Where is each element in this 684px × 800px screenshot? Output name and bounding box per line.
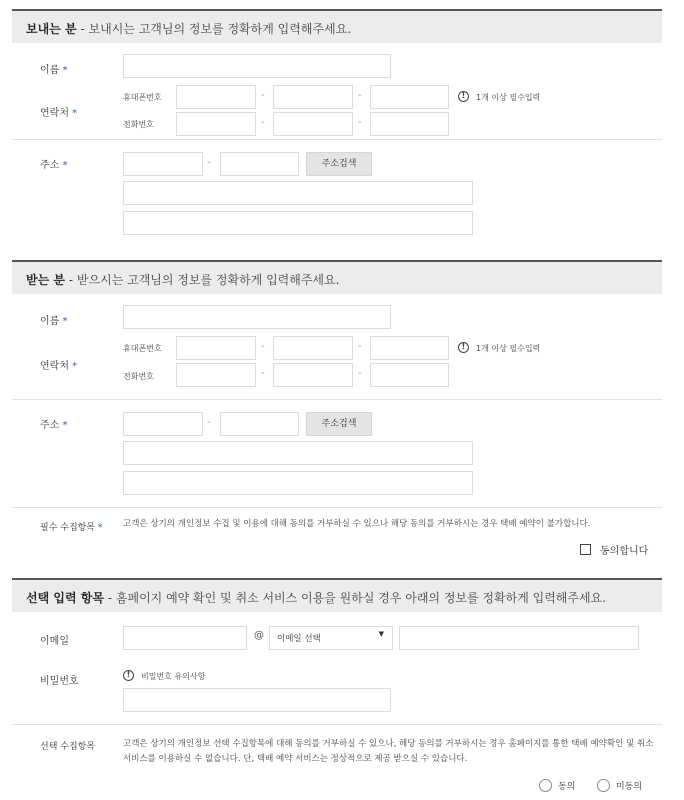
password-label: 비밀번호 [40,676,79,687]
receiver-mobile-input-2[interactable] [273,336,353,360]
sender-description: - 보내시는 고객님의 정보를 정확하게 입력해주세요. [76,22,352,36]
sender-title: 보내는 분 [26,22,77,36]
receiver-name-input[interactable] [123,305,391,329]
disagree-radio-label: 미동의 [616,782,643,792]
required-consent-checkbox[interactable] [580,544,591,555]
sender-address-input-1[interactable] [123,181,473,205]
warning-icon: ! [123,670,134,681]
receiver-address-input-1[interactable] [123,441,473,465]
receiver-phone-input-2[interactable] [273,363,353,387]
receiver-mobile-input-3[interactable] [370,336,449,360]
receiver-zipcode-input-1[interactable] [123,412,203,436]
divider [12,724,662,725]
receiver-address-label: 주소 * [40,420,68,431]
dash: - [358,368,362,379]
required-consent-text: 고객은 상기의 개인정보 수집 및 이용에 대해 동의를 거부하실 수 있으나 해당 동의를 거부하시는 경우 택배 예약이 불가합니다. [123,519,591,529]
sender-phone-label: 전화번호 [123,120,154,129]
receiver-mobile-input-1[interactable] [176,336,256,360]
email-label: 이메일 [40,636,69,647]
dash: - [358,117,362,128]
divider [12,507,662,508]
sender-contact-note: 1개 이상 필수입력 [476,93,541,102]
divider [12,139,662,140]
sender-contact-label: 연락처 * [40,108,78,119]
optional-consent-text: 고객은 상기의 개인정보 선택 수집항목에 대해 동의를 거부하실 수 있으나, 해당 동의를 거부하시는 경우 홈페이지를 통한 택배 예약확인 및 취소 서비스를 이용하실 수 없습니다. 단, 택배 예약 서비스는 정상적으로 제공 받으실 수 있습니다. [123,739,654,764]
email-domain-input[interactable] [399,626,639,650]
dash: - [207,157,211,168]
receiver-phone-label: 전화번호 [123,372,154,381]
dropdown-arrow-icon: ▼ [378,630,384,638]
warning-icon: ! [458,91,469,102]
email-domain-select[interactable] [269,626,393,650]
sender-zipcode-input-1[interactable] [123,152,203,176]
sender-address-input-2[interactable] [123,211,473,235]
warning-icon: ! [458,342,469,353]
required-consent-agree-label: 동의합니다 [600,546,649,557]
receiver-title: 받는 분 [26,273,65,287]
dash: - [261,117,265,128]
sender-mobile-input-1[interactable] [176,85,256,109]
optional-description: - 홈페이지 예약 확인 및 취소 서비스 이용을 원하실 경우 아래의 정보를 정확하게 입력해주세요. [103,591,606,605]
dash: - [261,368,265,379]
sender-zipcode-input-2[interactable] [220,152,299,176]
sender-mobile-label: 휴대폰번호 [123,93,162,102]
disagree-radio[interactable] [597,779,610,792]
sender-address-label: 주소 * [40,160,68,171]
password-input[interactable] [123,688,391,712]
at-sign: @ [254,630,264,641]
receiver-address-search-button[interactable]: 주소검색 [306,412,372,436]
receiver-phone-input-1[interactable] [176,363,256,387]
receiver-zipcode-input-2[interactable] [220,412,299,436]
sender-mobile-input-2[interactable] [273,85,353,109]
email-id-input[interactable] [123,626,247,650]
agree-radio[interactable] [539,779,552,792]
divider [12,399,662,400]
optional-section-header [12,578,662,612]
sender-phone-input-1[interactable] [176,112,256,136]
sender-name-input[interactable] [123,54,391,78]
required-consent-label: 필수 수집항목 * [40,523,103,533]
optional-title: 선택 입력 항목 [26,591,104,605]
email-domain-selected-value: 이메일 선택 [277,634,321,644]
sender-mobile-input-3[interactable] [370,85,449,109]
sender-phone-input-3[interactable] [370,112,449,136]
sender-name-label: 이름 * [40,65,68,76]
receiver-mobile-label: 휴대폰번호 [123,344,162,353]
agree-radio-label: 동의 [558,782,576,792]
receiver-section-header [12,260,662,294]
dash: - [358,90,362,101]
sender-phone-input-2[interactable] [273,112,353,136]
sender-address-search-button[interactable]: 주소검색 [306,152,372,176]
receiver-name-label: 이름 * [40,316,68,327]
receiver-contact-note: 1개 이상 필수입력 [476,344,541,353]
receiver-contact-label: 연락처 * [40,361,78,372]
dash: - [358,341,362,352]
receiver-phone-input-3[interactable] [370,363,449,387]
dash: - [261,341,265,352]
optional-consent-label: 선택 수집항목 [40,742,96,752]
sender-section-header [12,9,662,43]
dash: - [207,417,211,428]
dash: - [261,90,265,101]
password-note[interactable]: 비밀번호 유의사항 [141,672,206,681]
receiver-address-input-2[interactable] [123,471,473,495]
receiver-description: - 받으시는 고객님의 정보를 정확하게 입력해주세요. [64,273,340,287]
